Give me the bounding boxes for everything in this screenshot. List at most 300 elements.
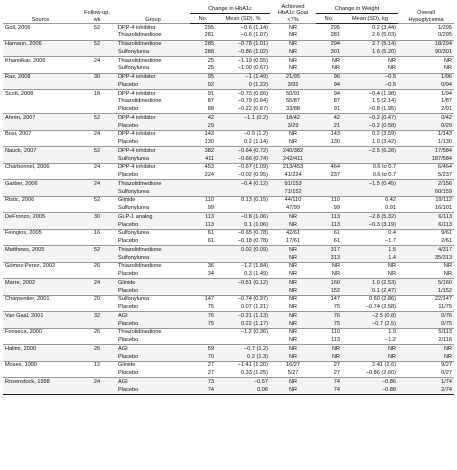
group-cell: Sulfonylurea bbox=[116, 295, 190, 303]
hba1c-mean-cell bbox=[216, 337, 270, 345]
weight-n-cell: 61 bbox=[333, 238, 341, 245]
followup-cell bbox=[78, 155, 116, 163]
hypoglycemia-cell: 1/87 bbox=[441, 98, 453, 105]
table-row bbox=[3, 328, 454, 336]
followup-cell bbox=[78, 188, 116, 196]
goal-cell: 16/27 bbox=[270, 361, 316, 369]
group-cell: GLP-1 analog bbox=[116, 213, 190, 221]
hba1c-n-cell bbox=[190, 254, 216, 262]
table-row bbox=[3, 378, 454, 386]
hba1c-n-cell: 76 bbox=[190, 312, 216, 320]
hypoglycemia-cell: 19/112 bbox=[398, 196, 454, 204]
weight-n-cell: 21 bbox=[316, 122, 342, 130]
hba1c-n-cell: 99 bbox=[207, 205, 214, 212]
table-row bbox=[3, 295, 454, 303]
source-cell bbox=[3, 106, 78, 114]
hba1c-mean-cell: −0.67 (1.09) bbox=[216, 163, 270, 171]
followup-cell: 12 bbox=[78, 361, 116, 369]
hypoglycemia-cell: 9/61 bbox=[398, 229, 454, 237]
hba1c-mean-cell: −0.8 (1.06) bbox=[216, 213, 270, 221]
hba1c-n-cell: 110 bbox=[190, 196, 216, 204]
weight-mean-cell: −0.2 (0.58) bbox=[342, 122, 398, 130]
weight-mean-cell: 0.2 (3.59) bbox=[342, 130, 398, 138]
hba1c-n-cell: 411 bbox=[190, 155, 216, 163]
weight-n-cell: NR bbox=[316, 57, 342, 65]
source-cell: Gómez-Perez, 2002 bbox=[3, 262, 78, 270]
followup-cell bbox=[78, 32, 116, 40]
weight-mean-cell: 1.5 (2.14) bbox=[372, 98, 397, 105]
hba1c-n-cell: 27 bbox=[190, 361, 216, 369]
hba1c-n-cell: 285 bbox=[190, 40, 216, 48]
goal-cell: NR bbox=[270, 345, 316, 353]
table-row bbox=[3, 238, 454, 246]
hypoglycemia-cell: 0/76 bbox=[398, 312, 454, 320]
source-cell bbox=[3, 287, 78, 295]
hba1c-n-cell: 73 bbox=[190, 378, 216, 386]
weight-n-cell: 99 bbox=[333, 205, 341, 212]
hypoglycemia-cell: 1/143 bbox=[398, 130, 454, 138]
weight-n-cell: 281 bbox=[330, 32, 341, 39]
goal-cell: 3/92 bbox=[270, 81, 316, 89]
hypoglycemia-cell: 5/237 bbox=[438, 172, 453, 179]
source-cell: Van Gaal, 2001 bbox=[3, 312, 78, 320]
table-row bbox=[3, 73, 454, 81]
table-row bbox=[3, 106, 454, 114]
hba1c-n-cell: 92 bbox=[190, 81, 216, 89]
weight-mean-cell: 1.0 (3.42) bbox=[372, 139, 397, 146]
source-cell bbox=[3, 122, 78, 130]
source-cell bbox=[3, 238, 78, 246]
hba1c-mean-cell: −0.22 (0.67) bbox=[237, 106, 269, 113]
hba1c-n-cell: 130 bbox=[204, 139, 214, 146]
source-cell bbox=[3, 221, 78, 229]
weight-n-cell: NR bbox=[331, 65, 341, 72]
header-weight-change: Change in Weight bbox=[316, 3, 398, 13]
hba1c-n-cell: 27 bbox=[207, 370, 214, 377]
weight-mean-cell: NR bbox=[342, 345, 398, 353]
source-cell bbox=[3, 188, 78, 196]
weight-mean-cell: 0.1 (2.47) bbox=[342, 287, 398, 295]
weight-mean-cell: −0.86 bbox=[342, 378, 398, 386]
followup-cell bbox=[78, 48, 116, 56]
source-cell: Raz, 2008 bbox=[3, 73, 78, 81]
hba1c-n-cell: 295 bbox=[190, 24, 216, 32]
source-cell bbox=[3, 139, 78, 147]
weight-mean-cell: 1.9 bbox=[342, 328, 398, 336]
hypoglycemia-cell: 6/464 bbox=[398, 163, 454, 171]
goal-cell: NR bbox=[270, 287, 316, 295]
hba1c-n-cell bbox=[190, 188, 216, 196]
header-followup: Follow-up, wk bbox=[84, 10, 110, 23]
weight-mean-cell: NR bbox=[387, 65, 397, 72]
goal-cell: NR bbox=[270, 279, 316, 287]
source-cell bbox=[3, 370, 78, 378]
source-cell: Moses, 1999 bbox=[3, 361, 78, 369]
weight-mean-cell: −0.8 (1.95) bbox=[368, 106, 397, 113]
source-cell bbox=[3, 172, 78, 180]
hypoglycemia-cell: NR bbox=[398, 345, 454, 353]
goal-cell: NR bbox=[288, 271, 298, 278]
hypoglycemia-cell: 0/94 bbox=[398, 81, 454, 89]
weight-mean-cell: NR bbox=[387, 271, 397, 278]
followup-cell: 26 bbox=[78, 262, 116, 270]
weight-mean-cell bbox=[342, 155, 398, 163]
weight-n-cell: 143 bbox=[316, 130, 342, 138]
group-cell: DPP-4 inhibitor bbox=[116, 73, 190, 81]
followup-cell: 24 bbox=[78, 378, 116, 386]
goal-cell: NR bbox=[270, 246, 316, 254]
weight-mean-cell: −2.5 (6.28) bbox=[342, 147, 398, 155]
hba1c-n-cell bbox=[190, 337, 216, 345]
source-cell bbox=[3, 271, 78, 279]
group-cell: Placebo bbox=[116, 122, 190, 130]
hba1c-mean-cell: 0 (1.22) bbox=[216, 81, 270, 89]
group-cell: Placebo bbox=[118, 337, 139, 344]
goal-cell: 33/88 bbox=[286, 106, 301, 113]
hba1c-mean-cell bbox=[216, 122, 270, 130]
hypoglycemia-cell: NR bbox=[398, 262, 454, 270]
followup-cell bbox=[78, 139, 116, 147]
hba1c-n-cell: 61 bbox=[190, 229, 216, 237]
followup-cell: 52 bbox=[78, 147, 116, 155]
hypoglycemia-cell: 187/584 bbox=[398, 155, 454, 163]
table-row bbox=[3, 65, 454, 73]
source-cell bbox=[3, 337, 78, 345]
hypoglycemia-cell: NR bbox=[398, 353, 454, 361]
header-group: Group bbox=[145, 16, 161, 23]
source-cell bbox=[3, 48, 78, 56]
followup-cell bbox=[78, 320, 116, 328]
hba1c-n-cell bbox=[190, 246, 216, 254]
group-cell: Sulfonylurea bbox=[116, 229, 190, 237]
followup-cell bbox=[78, 386, 116, 394]
group-cell: Placebo bbox=[118, 304, 139, 311]
weight-n-cell: 74 bbox=[316, 386, 342, 394]
header-mean-sd-kg: Mean (SD), kg bbox=[342, 13, 398, 24]
hypoglycemia-cell: NR bbox=[398, 57, 454, 65]
hba1c-n-cell bbox=[190, 287, 216, 295]
group-cell: DPP-4 inhibitor bbox=[116, 24, 190, 32]
followup-cell: 18 bbox=[78, 90, 116, 98]
source-cell: Goll, 2006 bbox=[3, 24, 78, 32]
group-cell: Placebo bbox=[118, 238, 139, 245]
weight-mean-cell: −0.4 (1.98) bbox=[342, 90, 398, 98]
weight-n-cell: NR bbox=[331, 271, 341, 278]
hba1c-mean-cell: −0.66 (0.74) bbox=[216, 155, 270, 163]
weight-n-cell: 113 bbox=[331, 337, 341, 344]
goal-cell: NR bbox=[270, 320, 316, 328]
weight-mean-cell: 0.6 to 0.7 bbox=[372, 172, 397, 179]
goal-cell: NR bbox=[270, 378, 316, 386]
hypoglycemia-cell: 2/61 bbox=[441, 238, 453, 245]
hba1c-mean-cell: 0.06 bbox=[216, 386, 270, 394]
weight-n-cell: 91 bbox=[333, 106, 341, 113]
followup-cell: 52 bbox=[78, 114, 116, 122]
hba1c-n-cell: 29 bbox=[190, 122, 216, 130]
header-goal: Achieved HbA1c Goal <7% bbox=[277, 4, 309, 23]
weight-mean-cell: 0.2 (3.44) bbox=[342, 24, 398, 32]
hba1c-mean-cell: 0.33 (1.25) bbox=[240, 370, 269, 377]
goal-cell: 42/61 bbox=[270, 229, 316, 237]
goal-cell: 41/224 bbox=[284, 172, 302, 179]
header-no-weight: No. bbox=[316, 13, 342, 24]
table-row bbox=[3, 246, 454, 254]
table-row bbox=[3, 213, 454, 221]
hypoglycemia-cell: 11/75 bbox=[438, 304, 453, 311]
goal-cell: 240/382 bbox=[270, 147, 316, 155]
study-results-table bbox=[3, 3, 454, 395]
followup-cell: 30 bbox=[78, 213, 116, 221]
group-cell: Placebo bbox=[116, 386, 190, 394]
weight-mean-cell: NR bbox=[342, 262, 398, 270]
table-row bbox=[3, 337, 454, 345]
weight-mean-cell: 2.41 (2.6) bbox=[342, 361, 398, 369]
group-cell: DPP-4 inhibitor bbox=[116, 130, 190, 138]
weight-n-cell: NR bbox=[316, 353, 342, 361]
followup-cell bbox=[78, 106, 116, 114]
hba1c-n-cell: 25 bbox=[207, 65, 214, 72]
hba1c-mean-cell: −1.2 (1.84) bbox=[216, 262, 270, 270]
hba1c-n-cell: 70 bbox=[190, 353, 216, 361]
followup-cell: 24 bbox=[78, 163, 116, 171]
weight-n-cell: 94 bbox=[316, 81, 342, 89]
table-row bbox=[3, 139, 454, 147]
hba1c-mean-cell bbox=[216, 287, 270, 295]
group-cell: AGI bbox=[116, 312, 190, 320]
weight-n-cell: 317 bbox=[316, 246, 342, 254]
group-cell: AGI bbox=[116, 345, 190, 353]
group-cell: Thiazolidinedione bbox=[116, 246, 190, 254]
hba1c-mean-cell: 0.07 (1.21) bbox=[240, 304, 269, 311]
followup-cell: 52 bbox=[78, 40, 116, 48]
header-hba1c-change: Change in HbA1c bbox=[190, 3, 270, 13]
hypoglycemia-cell: 5/113 bbox=[398, 328, 454, 336]
weight-mean-cell: −0.74 (2.58) bbox=[365, 304, 397, 311]
goal-cell: 50/91 bbox=[270, 90, 316, 98]
followup-cell bbox=[78, 238, 116, 246]
goal-cell: NR bbox=[270, 386, 316, 394]
source-cell: Marre, 2002 bbox=[3, 279, 78, 287]
hba1c-mean-cell: −0.6 (1.07) bbox=[240, 32, 269, 39]
hba1c-mean-cell bbox=[216, 188, 270, 196]
hba1c-mean-cell: −0.57 bbox=[216, 378, 270, 386]
table-row bbox=[3, 32, 454, 40]
source-cell: Khanolkar, 2006 bbox=[3, 57, 78, 65]
hba1c-n-cell: 382 bbox=[190, 147, 216, 155]
weight-mean-cell: 1.5 bbox=[342, 246, 398, 254]
group-cell: Sulfonylurea bbox=[116, 48, 190, 56]
group-cell: DPP-4 inhibitor bbox=[116, 90, 190, 98]
group-cell: DPP-4 inhibitor bbox=[116, 114, 190, 122]
hba1c-mean-cell: 0.2 (1.3) bbox=[216, 353, 270, 361]
source-cell bbox=[3, 353, 78, 361]
followup-cell: 52 bbox=[78, 24, 116, 32]
goal-cell: NR bbox=[270, 353, 316, 361]
followup-cell bbox=[78, 304, 116, 312]
group-cell: Thiazolidinedione bbox=[116, 40, 190, 48]
hba1c-n-cell: 95 bbox=[190, 73, 216, 81]
hypoglycemia-cell: 2/156 bbox=[398, 180, 454, 188]
weight-n-cell: 75 bbox=[333, 304, 341, 311]
goal-cell: NR bbox=[288, 139, 298, 146]
group-cell: Placebo bbox=[118, 139, 139, 146]
table-row bbox=[3, 155, 454, 163]
hypoglycemia-cell: 1/152 bbox=[398, 287, 454, 295]
table-row bbox=[3, 345, 454, 353]
hba1c-n-cell bbox=[190, 180, 216, 188]
weight-n-cell: 113 bbox=[316, 213, 342, 221]
hba1c-n-cell: 281 bbox=[204, 32, 214, 39]
weight-mean-cell: 2.6 (5.03) bbox=[372, 32, 397, 39]
hypoglycemia-cell: 9/27 bbox=[398, 361, 454, 369]
goal-cell: 44/110 bbox=[270, 196, 316, 204]
source-cell: DeFronzo, 2005 bbox=[3, 213, 78, 221]
group-cell: Sulfonylurea bbox=[116, 188, 190, 196]
weight-n-cell: 147 bbox=[316, 295, 342, 303]
weight-mean-cell: 1.4 bbox=[342, 254, 398, 262]
source-cell: Garber, 2006 bbox=[3, 180, 78, 188]
goal-cell: NR bbox=[270, 40, 316, 48]
source-cell: Feinglos, 2005 bbox=[3, 229, 78, 237]
goal-cell: NR bbox=[288, 304, 298, 311]
hypoglycemia-cell: 0/42 bbox=[398, 114, 454, 122]
source-cell: Ahrén, 2007 bbox=[3, 114, 78, 122]
weight-n-cell: 313 bbox=[316, 254, 342, 262]
table-row bbox=[3, 304, 454, 312]
hba1c-mean-cell: 0.22 (1.17) bbox=[216, 320, 270, 328]
table-body bbox=[3, 24, 454, 395]
goal-cell: NR bbox=[270, 254, 316, 262]
hypoglycemia-cell: 1/130 bbox=[438, 139, 453, 146]
hba1c-mean-cell: −0.79 (0.64) bbox=[237, 98, 269, 105]
goal-cell: NR bbox=[288, 65, 298, 72]
weight-n-cell: 87 bbox=[333, 98, 341, 105]
hba1c-mean-cell: −0.86 (1.02) bbox=[216, 48, 270, 56]
group-cell: Placebo bbox=[118, 172, 139, 179]
hba1c-mean-cell: −0.74 (0.97) bbox=[216, 295, 270, 303]
hba1c-n-cell: 42 bbox=[190, 114, 216, 122]
weight-mean-cell: −0.88 bbox=[342, 386, 398, 394]
hba1c-mean-cell bbox=[216, 254, 270, 262]
hba1c-mean-cell: −0.65 (0.78) bbox=[216, 229, 270, 237]
hba1c-mean-cell: −0.64 (0.72) bbox=[216, 147, 270, 155]
hba1c-mean-cell: −0.73 (0.66) bbox=[216, 90, 270, 98]
followup-cell: 24 bbox=[78, 130, 116, 138]
source-cell bbox=[3, 98, 78, 106]
goal-cell: 18/42 bbox=[270, 114, 316, 122]
hypoglycemia-cell: 1/295 bbox=[398, 24, 454, 32]
hba1c-mean-cell: 0.3 (1.49) bbox=[244, 271, 269, 278]
hba1c-mean-cell: 0.13 (0.15) bbox=[216, 196, 270, 204]
followup-cell bbox=[78, 81, 116, 89]
followup-cell: 52 bbox=[78, 196, 116, 204]
weight-mean-cell: 0.6 to 0.7 bbox=[342, 163, 398, 171]
weight-mean-cell: 0.60 (2.86) bbox=[342, 295, 398, 303]
group-cell: Thiazolidinedione bbox=[116, 328, 190, 336]
group-cell: AGI bbox=[116, 378, 190, 386]
weight-n-cell: 74 bbox=[316, 378, 342, 386]
hba1c-n-cell: 288 bbox=[190, 48, 216, 56]
table-row bbox=[3, 205, 454, 213]
table-row bbox=[3, 312, 454, 320]
weight-n-cell: 42 bbox=[316, 114, 342, 122]
hypoglycemia-cell: 90/301 bbox=[398, 48, 454, 56]
table-row bbox=[3, 130, 454, 138]
source-cell: Charpentier, 2001 bbox=[3, 295, 78, 303]
table-row bbox=[3, 172, 454, 180]
followup-cell bbox=[78, 98, 116, 106]
weight-mean-cell: NR bbox=[342, 57, 398, 65]
goal-cell: NR bbox=[270, 24, 316, 32]
weight-n-cell: 94 bbox=[316, 90, 342, 98]
table-row bbox=[3, 320, 454, 328]
hba1c-n-cell: 75 bbox=[207, 304, 214, 311]
hba1c-mean-cell: −0.4 (0.12) bbox=[216, 180, 270, 188]
goal-cell: NR bbox=[270, 262, 316, 270]
hba1c-mean-cell: −1.19 (0.55) bbox=[216, 57, 270, 65]
followup-cell bbox=[78, 254, 116, 262]
table-row bbox=[3, 90, 454, 98]
hba1c-n-cell: 59 bbox=[190, 345, 216, 353]
hba1c-n-cell: 61 bbox=[207, 238, 214, 245]
weight-n-cell bbox=[316, 147, 342, 155]
followup-cell bbox=[78, 221, 116, 229]
hba1c-n-cell: 453 bbox=[190, 163, 216, 171]
table-row bbox=[3, 221, 454, 229]
weight-n-cell: 160 bbox=[316, 279, 342, 287]
weight-n-cell: 27 bbox=[316, 361, 342, 369]
hypoglycemia-cell: 1/94 bbox=[398, 90, 454, 98]
group-cell: Thiazolidinedione bbox=[116, 57, 190, 65]
table-row bbox=[3, 361, 454, 369]
followup-cell: 52 bbox=[78, 246, 116, 254]
goal-cell: 91/153 bbox=[270, 180, 316, 188]
goal-cell: NR bbox=[270, 57, 316, 65]
followup-cell bbox=[78, 287, 116, 295]
goal-cell: NR bbox=[270, 221, 316, 229]
source-cell: Charbonnel, 2006 bbox=[3, 163, 78, 171]
source-cell bbox=[3, 320, 78, 328]
source-cell: Bosi, 2007 bbox=[3, 130, 78, 138]
source-cell bbox=[3, 304, 78, 312]
hba1c-n-cell bbox=[190, 328, 216, 336]
table-row bbox=[3, 271, 454, 279]
goal-cell: 213/453 bbox=[270, 163, 316, 171]
weight-mean-cell: 2.7 (5.14) bbox=[342, 40, 398, 48]
hba1c-mean-cell: −0.6 (1.14) bbox=[216, 24, 270, 32]
group-cell: Placebo bbox=[116, 320, 190, 328]
weight-n-cell: 130 bbox=[330, 139, 341, 146]
table-row bbox=[3, 163, 454, 171]
hba1c-n-cell: 75 bbox=[190, 320, 216, 328]
weight-n-cell: 113 bbox=[316, 221, 342, 229]
group-cell: Placebo bbox=[116, 221, 190, 229]
hba1c-n-cell: 147 bbox=[190, 295, 216, 303]
table-row bbox=[3, 57, 454, 65]
source-cell: Fonseca, 2000 bbox=[3, 328, 78, 336]
goal-cell: 242/411 bbox=[270, 155, 316, 163]
hypoglycemia-cell: 6/113 bbox=[398, 213, 454, 221]
weight-mean-cell: −0.5 bbox=[342, 81, 398, 89]
source-cell bbox=[3, 205, 78, 213]
table-row bbox=[3, 48, 454, 56]
weight-n-cell: 301 bbox=[316, 48, 342, 56]
hypoglycemia-cell: 35/313 bbox=[398, 254, 454, 262]
hba1c-mean-cell: −0.02 (0.95) bbox=[237, 172, 269, 179]
group-cell: Placebo bbox=[116, 353, 190, 361]
hba1c-n-cell: 36 bbox=[190, 262, 216, 270]
hba1c-n-cell: 91 bbox=[190, 90, 216, 98]
